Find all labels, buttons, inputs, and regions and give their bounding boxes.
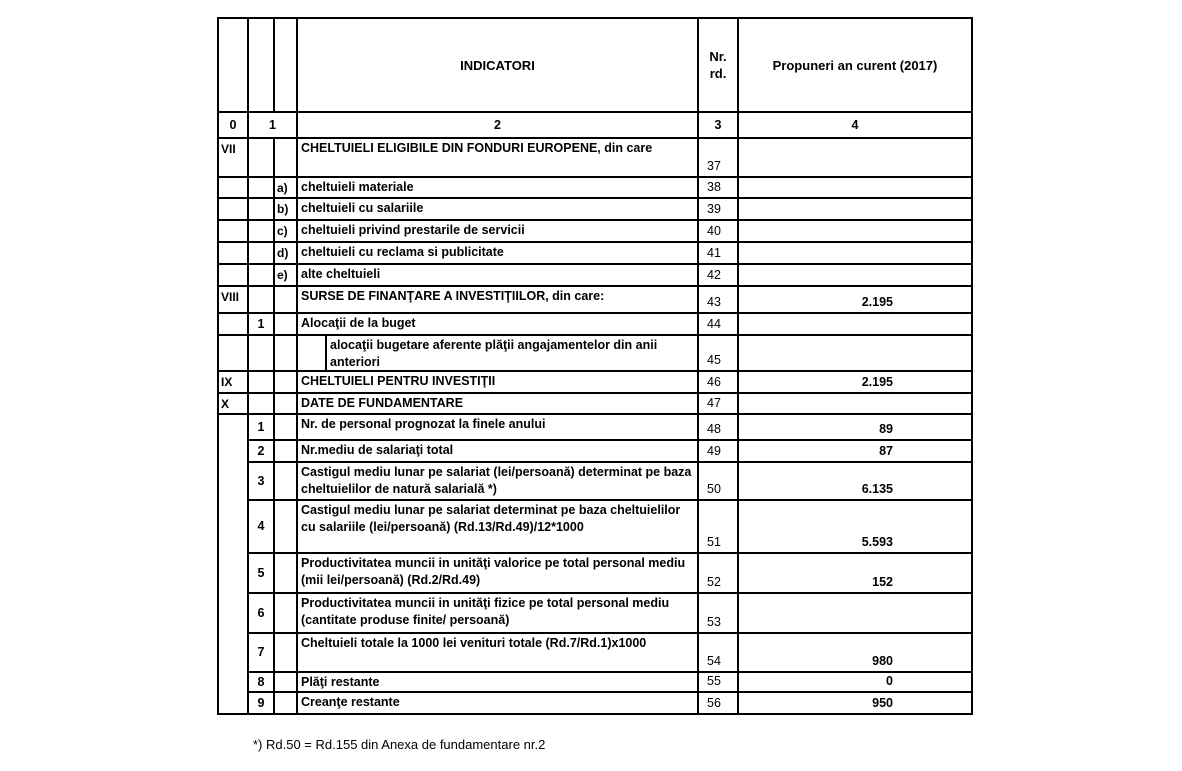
row-37-code1 <box>247 137 275 178</box>
row-49-label <box>296 439 699 463</box>
row-46-code0 <box>217 370 249 394</box>
row-49-value-text: 87 <box>879 444 893 458</box>
row-51-nr <box>697 499 739 554</box>
row-43-value <box>737 285 973 314</box>
row-56-code1-text: 9 <box>257 695 265 710</box>
row-40-code1b <box>273 219 298 243</box>
header-nr-rd <box>697 17 739 113</box>
row-54-value <box>737 632 973 673</box>
row-52-label <box>296 552 699 594</box>
row-45-label-text: alocaţii bugetare aferente plăţii angajamentelor din anii anteriori <box>330 338 658 369</box>
row-54-value-text: 980 <box>872 654 893 668</box>
row-56-label <box>296 691 699 715</box>
row-52-nr <box>697 552 739 594</box>
row-46-code1b <box>273 370 298 394</box>
row-45-nr-text: 45 <box>707 353 721 367</box>
row-45-code1 <box>247 334 275 372</box>
row-40-nr <box>697 219 739 243</box>
row-46-label <box>296 370 699 394</box>
row-52-nr-text: 52 <box>707 575 721 589</box>
row-40-code1 <box>247 219 275 243</box>
row-54-nr <box>697 632 739 673</box>
row-42-value <box>737 263 973 287</box>
col-number-1-text: 1 <box>269 117 276 132</box>
row-38-nr <box>697 176 739 199</box>
row-45-value <box>737 334 973 372</box>
row-48-value-text: 89 <box>879 422 893 436</box>
header-indicatori <box>296 17 699 113</box>
row-39-label-text: cheltuieli cu salariile <box>301 201 424 215</box>
row-41-nr-text: 41 <box>707 246 721 260</box>
row-55-nr-text: 55 <box>707 674 721 688</box>
row-38-code0 <box>217 176 249 199</box>
row-50-value-text: 6.135 <box>861 482 893 496</box>
row-44-label <box>296 312 699 336</box>
row-49-code1b <box>273 439 298 463</box>
row-37-nr <box>697 137 739 178</box>
row-41-nr <box>697 241 739 265</box>
row-38-value <box>737 176 973 199</box>
row-47-label <box>296 392 699 415</box>
row-40-value <box>737 219 973 243</box>
header-nr-rd-text <box>709 48 726 82</box>
row-43-label-text: SURSE DE FINANŢARE A INVESTIŢIILOR, din care: <box>301 289 605 303</box>
row-40-nr-text: 40 <box>707 224 721 238</box>
row-50-label-text: Castigul mediu lunar pe salariat (lei/persoană) determinat pe baza cheltuielilor de natură salarială *) <box>301 465 692 496</box>
block-x-col0-merged <box>217 413 249 715</box>
row-39-code1b <box>273 197 298 221</box>
row-40-code1b-text: c) <box>277 224 288 238</box>
row-44-code1 <box>247 312 275 336</box>
row-51-label <box>296 499 699 554</box>
col-number-0 <box>217 111 249 139</box>
row-40-label <box>296 219 699 243</box>
row-41-label <box>296 241 699 265</box>
row-47-nr-text: 47 <box>707 396 721 410</box>
row-47-code0-text: X <box>221 397 230 411</box>
row-41-code1b <box>273 241 298 265</box>
row-54-nr-text: 54 <box>707 654 721 668</box>
row-37-code0 <box>217 137 249 178</box>
row-48-nr-text: 48 <box>707 422 721 436</box>
row-55-value <box>737 671 973 693</box>
row-53-nr-text: 53 <box>707 615 721 629</box>
col-number-3 <box>697 111 739 139</box>
row-43-nr-text: 43 <box>707 295 721 309</box>
row-37-label-text: CHELTUIELI ELIGIBILE DIN FONDURI EUROPENE, din care <box>301 141 653 155</box>
header-propuneri <box>737 17 973 113</box>
row-39-code1 <box>247 197 275 221</box>
row-54-code1-text: 7 <box>257 645 265 659</box>
col-number-1 <box>247 111 298 139</box>
row-48-code1b <box>273 413 298 441</box>
row-51-value <box>737 499 973 554</box>
row-41-code1 <box>247 241 275 265</box>
row-43-code0 <box>217 285 249 314</box>
row-39-code1b-text: b) <box>277 202 289 216</box>
footnote: *) Rd.50 = Rd.155 din Anexa de fundamentare nr.2 <box>253 737 546 752</box>
row-50-nr <box>697 461 739 501</box>
row-51-label-text: Castigul mediu lunar pe salariat determinat pe baza cheltuielilor cu salariile (lei/persoană) (Rd.13/Rd.49)/12*1000 <box>301 503 681 534</box>
row-51-nr-text: 51 <box>707 535 721 549</box>
row-51-code1 <box>247 499 275 554</box>
row-52-code1-text: 5 <box>257 565 265 580</box>
col-number-2-text: 2 <box>494 117 501 132</box>
header-empty-col0 <box>217 17 249 113</box>
row-49-code1 <box>247 439 275 463</box>
row-55-code1 <box>247 671 275 693</box>
row-46-code1 <box>247 370 275 394</box>
row-56-value <box>737 691 973 715</box>
row-54-code1b <box>273 632 298 673</box>
row-55-code1b <box>273 671 298 693</box>
row-47-value <box>737 392 973 415</box>
row-53-value <box>737 592 973 634</box>
row-40-code0 <box>217 219 249 243</box>
header-indicatori-text: INDICATORI <box>460 57 535 73</box>
row-45-indent-cell <box>296 334 327 372</box>
row-46-nr <box>697 370 739 394</box>
row-53-code1b <box>273 592 298 634</box>
row-40-label-text: cheltuieli privind prestarile de servicii <box>301 223 525 237</box>
row-45-code1b <box>273 334 298 372</box>
row-48-code1 <box>247 413 275 441</box>
col-number-4-text: 4 <box>851 117 859 132</box>
row-41-code1b-text: d) <box>277 246 289 260</box>
row-47-code1 <box>247 392 275 415</box>
row-52-label-text: Productivitatea muncii in unităţi valorice pe total personal mediu (mii lei/persoană) (Rd.2/Rd.49) <box>301 556 686 587</box>
row-43-code0-text: VIII <box>221 290 240 304</box>
header-rd-line2: rd. <box>709 66 727 81</box>
row-52-value <box>737 552 973 594</box>
row-50-code1b <box>273 461 298 501</box>
row-56-code1b <box>273 691 298 715</box>
row-43-value-text: 2.195 <box>861 295 893 309</box>
col-number-4 <box>737 111 973 139</box>
row-49-nr <box>697 439 739 463</box>
row-51-code1-text: 4 <box>257 519 265 533</box>
row-47-nr <box>697 392 739 415</box>
col-number-0-text: 0 <box>229 117 237 132</box>
row-48-value <box>737 413 973 441</box>
row-45-label <box>325 334 699 372</box>
row-51-code1b <box>273 499 298 554</box>
row-42-nr <box>697 263 739 287</box>
row-47-code1b <box>273 392 298 415</box>
row-38-code1 <box>247 176 275 199</box>
row-38-label-text: cheltuieli materiale <box>301 180 414 194</box>
row-42-nr-text: 42 <box>707 268 721 282</box>
row-54-label <box>296 632 699 673</box>
row-37-nr-text: 37 <box>707 159 721 173</box>
row-37-code0-text: VII <box>221 142 236 156</box>
row-50-value <box>737 461 973 501</box>
col-number-2 <box>296 111 699 139</box>
row-44-value <box>737 312 973 336</box>
row-45-code0 <box>217 334 249 372</box>
row-38-label <box>296 176 699 199</box>
row-44-code1b <box>273 312 298 336</box>
header-nr-line1: Nr. <box>709 49 727 64</box>
row-38-code1b <box>273 176 298 199</box>
row-42-code0 <box>217 263 249 287</box>
row-53-label-text: Productivitatea muncii in unităţi fizice pe total personal mediu (cantitate produse finite/ persoană) <box>301 596 670 627</box>
row-54-label-text: Cheltuieli totale la 1000 lei venituri totale (Rd.7/Rd.1)x1000 <box>301 636 647 650</box>
row-53-code1 <box>247 592 275 634</box>
row-48-code1-text: 1 <box>257 419 265 434</box>
row-46-value-text: 2.195 <box>861 375 893 389</box>
row-39-code0 <box>217 197 249 221</box>
row-48-label-text: Nr. de personal prognozat la finele anului <box>301 417 546 431</box>
row-49-label-text: Nr.mediu de salariaţi total <box>301 443 454 457</box>
row-39-nr-text: 39 <box>707 202 721 216</box>
row-41-code0 <box>217 241 249 265</box>
row-49-nr-text: 49 <box>707 444 721 458</box>
row-44-nr-text: 44 <box>707 317 721 331</box>
row-50-code1 <box>247 461 275 501</box>
row-49-code1-text: 2 <box>257 443 265 458</box>
row-50-code1-text: 3 <box>257 473 265 488</box>
row-47-code0 <box>217 392 249 415</box>
row-39-value <box>737 197 973 221</box>
row-51-value-text: 5.593 <box>861 535 893 549</box>
row-45-nr <box>697 334 739 372</box>
row-37-value <box>737 137 973 178</box>
row-55-nr <box>697 671 739 693</box>
header-empty-col1b <box>273 17 298 113</box>
row-49-value <box>737 439 973 463</box>
row-44-label-text: Alocaţii de la buget <box>301 316 416 330</box>
header-empty-col1 <box>247 17 275 113</box>
row-44-nr <box>697 312 739 336</box>
row-53-nr <box>697 592 739 634</box>
row-38-code1b-text: a) <box>277 181 288 195</box>
row-41-label-text: cheltuieli cu reclama si publicitate <box>301 245 504 259</box>
row-56-nr <box>697 691 739 715</box>
row-46-label-text: CHELTUIELI PENTRU INVESTIŢII <box>301 374 496 388</box>
row-37-label <box>296 137 699 178</box>
row-46-nr-text: 46 <box>707 375 721 389</box>
row-41-value <box>737 241 973 265</box>
row-38-nr-text: 38 <box>707 180 721 194</box>
row-56-value-text: 950 <box>872 696 893 710</box>
row-54-code1 <box>247 632 275 673</box>
header-propuneri-text: Propuneri an curent (2017) <box>772 57 938 73</box>
row-47-label-text: DATE DE FUNDAMENTARE <box>301 396 464 410</box>
row-50-nr-text: 50 <box>707 482 721 496</box>
row-43-nr <box>697 285 739 314</box>
row-56-label-text: Creanţe restante <box>301 695 400 709</box>
row-56-code1 <box>247 691 275 715</box>
row-52-code1b <box>273 552 298 594</box>
row-42-label <box>296 263 699 287</box>
row-48-nr <box>697 413 739 441</box>
row-44-code1-text: 1 <box>257 316 265 331</box>
row-52-value-text: 152 <box>872 575 893 589</box>
row-56-nr-text: 56 <box>707 696 721 710</box>
row-50-label <box>296 461 699 501</box>
row-37-code1b <box>273 137 298 178</box>
row-55-label <box>296 671 699 693</box>
row-39-label <box>296 197 699 221</box>
row-43-code1 <box>247 285 275 314</box>
row-46-value <box>737 370 973 394</box>
row-55-code1-text: 8 <box>257 674 265 689</box>
row-42-code1b-text: e) <box>277 268 288 282</box>
row-39-nr <box>697 197 739 221</box>
row-48-label <box>296 413 699 441</box>
row-42-code1 <box>247 263 275 287</box>
row-42-label-text: alte cheltuieli <box>301 267 381 281</box>
row-43-code1b <box>273 285 298 314</box>
col-number-3-text: 3 <box>714 117 722 132</box>
row-55-label-text: Plăţi restante <box>301 675 380 689</box>
row-44-code0 <box>217 312 249 336</box>
row-53-code1-text: 6 <box>257 605 265 620</box>
row-43-label <box>296 285 699 314</box>
row-42-code1b <box>273 263 298 287</box>
row-46-code0-text: IX <box>221 375 233 389</box>
row-53-label <box>296 592 699 634</box>
row-52-code1 <box>247 552 275 594</box>
row-55-value-text: 0 <box>886 674 893 688</box>
